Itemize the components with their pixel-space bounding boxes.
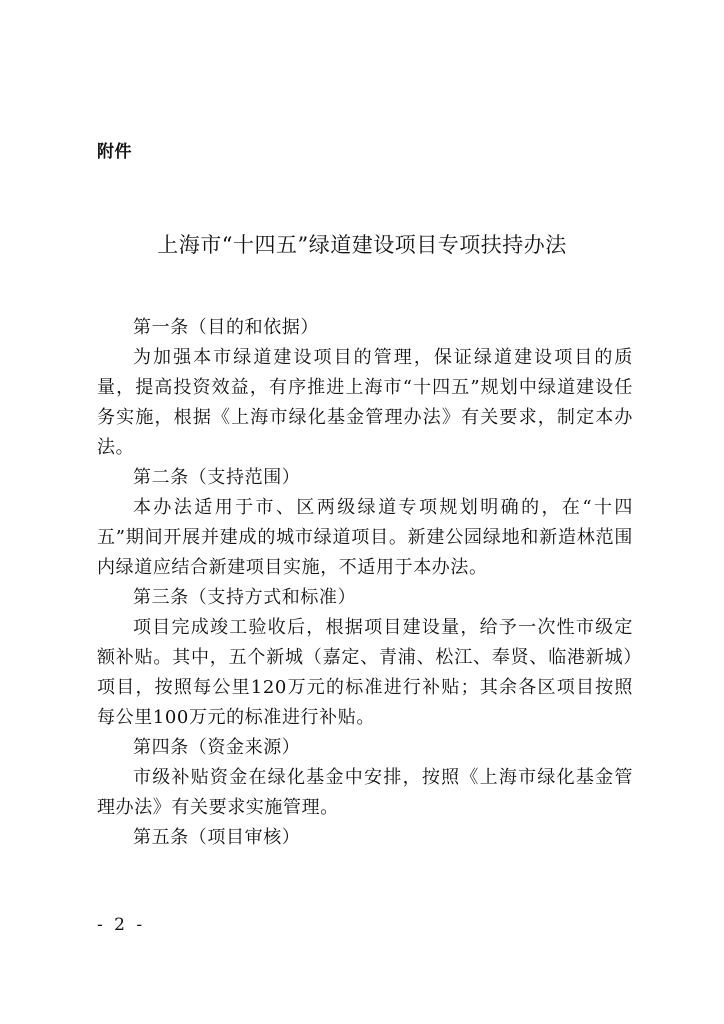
attachment-label: 附件 (97, 142, 132, 162)
body-paragraph: 项目完成竣工验收后，根据项目建设量，给予一次性市级定额补贴。其中，五个新城（嘉定、青浦、松江、奉贤、临港新城）项目，按照每公里120万元的标准进行补贴；其余各区项目按照每公里100万元的标准进行补贴。 (97, 617, 633, 728)
article-heading: 第一条（目的和依据） (133, 317, 319, 338)
article-heading: 第五条（项目审核） (133, 827, 301, 848)
page-number: - 2 - (97, 915, 146, 935)
document-title: 上海市“十四五”绿道建设项目专项扶持办法 (157, 233, 567, 257)
document-body (97, 313, 633, 853)
body-paragraph: 市级补贴资金在绿化基金中安排，按照《上海市绿化基金管理办法》有关要求实施管理。 (97, 767, 633, 818)
article-heading: 第三条（支持方式和标准） (133, 587, 357, 608)
body-paragraph: 本办法适用于市、区两级绿道专项规划明确的，在“十四五”期间开展并建成的城市绿道项目。新建公园绿地和新造林范围内绿道应结合新建项目实施，不适用于本办法。 (97, 497, 633, 578)
body-paragraph: 为加强本市绿道建设项目的管理，保证绿道建设项目的质量，提高投资效益，有序推进上海市“十四五”规划中绿道建设任务实施，根据《上海市绿化基金管理办法》有关要求，制定本办法。 (97, 347, 633, 458)
article-heading: 第二条（支持范围） (133, 467, 301, 488)
article-heading: 第四条（资金来源） (133, 737, 301, 758)
